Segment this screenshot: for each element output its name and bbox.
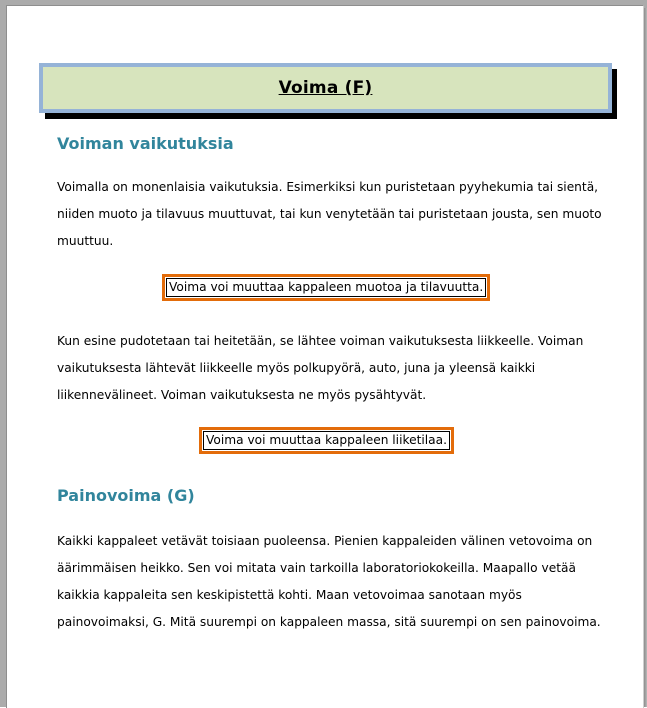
document-title: Voima (F) xyxy=(278,78,373,98)
paragraph-line: muuttuu. xyxy=(57,234,114,248)
paragraph-painovoima xyxy=(57,528,612,636)
section-heading-painovoima: Painovoima (G) xyxy=(57,486,195,505)
document-page xyxy=(6,5,644,708)
paragraph-line: vaikutuksesta lähtevät liikkeelle myös polkupyörä, auto, juna ja yleensä kaikki xyxy=(57,361,536,375)
paragraph-line: painovoimaksi, G. Mitä suurempi on kappaleen massa, sitä suurempi on sen painovoima. xyxy=(57,615,601,629)
paragraph-line: Voimalla on monenlaisia vaikutuksia. Esimerkiksi kun puristetaan pyyhekumia tai sientä, xyxy=(57,180,599,194)
paragraph-voiman-vaikutuksia-1 xyxy=(57,174,612,255)
callout-text-motion: Voima voi muuttaa kappaleen liiketilaa. xyxy=(203,431,450,450)
paragraph-line: liikennevälineet. Voiman vaikutuksesta ne myös pysähtyvät. xyxy=(57,388,427,402)
callout-box-motion xyxy=(199,427,454,454)
callout-box-shape-volume xyxy=(162,274,490,301)
section-heading-voiman-vaikutuksia: Voiman vaikutuksia xyxy=(57,134,234,153)
paragraph-line: Kaikki kappaleet vetävät toisiaan puoleensa. Pienien kappaleiden välinen vetovoima on xyxy=(57,534,593,548)
paragraph-line: Kun esine pudotetaan tai heitetään, se lähtee voiman vaikutuksesta liikkeelle. Voiman xyxy=(57,334,584,348)
paragraph-voiman-vaikutuksia-2 xyxy=(57,328,612,409)
paragraph-line: äärimmäisen heikko. Sen voi mitata vain tarkoilla laboratoriokokeilla. Maapallo vetää xyxy=(57,561,576,575)
paragraph-line: kaikkia kappaleita sen keskipistettä kohti. Maan vetovoimaa sanotaan myös xyxy=(57,588,522,602)
callout-text-shape-volume: Voima voi muuttaa kappaleen muotoa ja tilavuutta. xyxy=(166,278,486,297)
paragraph-line: niiden muoto ja tilavuus muuttuvat, tai kun venytetään tai puristetaan jousta, sen muoto xyxy=(57,207,602,221)
title-box xyxy=(39,63,612,113)
